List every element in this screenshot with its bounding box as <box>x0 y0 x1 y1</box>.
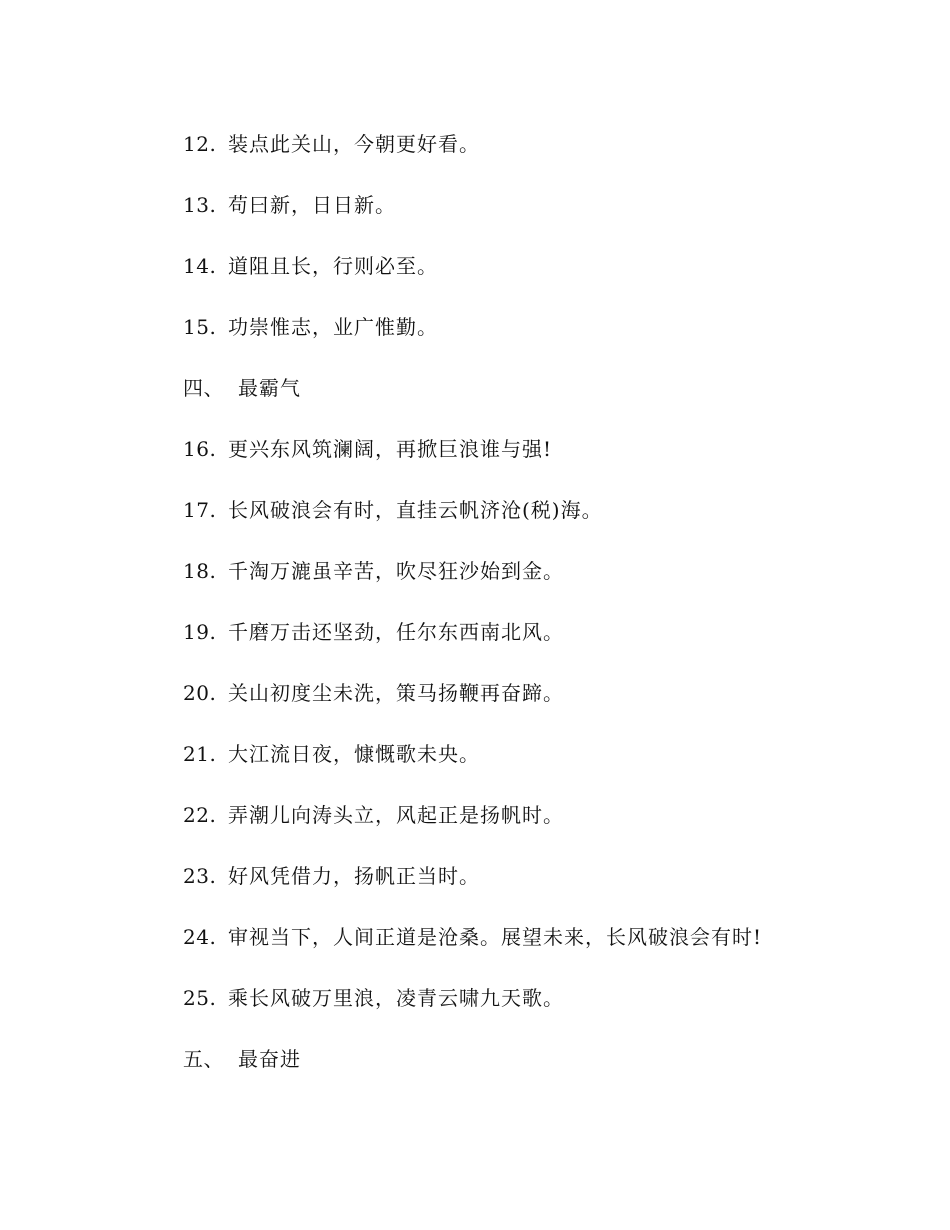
list-item <box>183 249 762 310</box>
list-item <box>183 859 762 920</box>
item-number: 16. <box>183 437 217 461</box>
item-number: 23. <box>183 864 217 888</box>
section-heading <box>183 1042 762 1103</box>
list-item <box>183 676 762 737</box>
item-text: 更兴东风筑澜阔，再掀巨浪谁与强! <box>228 437 553 461</box>
list-item <box>183 798 762 859</box>
section-title: 最霸气 <box>238 376 301 400</box>
item-text: 千磨万击还坚劲，任尔东西南北风。 <box>228 620 564 644</box>
item-number: 12. <box>183 132 217 156</box>
list-item <box>183 493 762 554</box>
list-item <box>183 737 762 798</box>
section-number: 四、 <box>183 376 224 400</box>
item-text: 千淘万漉虽辛苦，吹尽狂沙始到金。 <box>228 559 564 583</box>
item-text: 关山初度尘未洗，策马扬鞭再奋蹄。 <box>228 681 564 705</box>
item-number: 17. <box>183 498 217 522</box>
item-text: 功崇惟志，业广惟勤。 <box>228 315 438 339</box>
item-text: 装点此关山，今朝更好看。 <box>228 132 480 156</box>
item-text: 大江流日夜，慷慨歌未央。 <box>228 742 480 766</box>
item-number: 25. <box>183 986 217 1010</box>
item-number: 20. <box>183 681 217 705</box>
item-text: 长风破浪会有时，直挂云帆济沧(税)海。 <box>228 498 603 522</box>
quote-list <box>183 127 762 1103</box>
item-number: 19. <box>183 620 217 644</box>
item-number: 14. <box>183 254 217 278</box>
item-text: 乘长风破万里浪，凌青云啸九天歌。 <box>228 986 564 1010</box>
item-text: 弄潮儿向涛头立，风起正是扬帆时。 <box>228 803 564 827</box>
item-number: 24. <box>183 925 217 949</box>
section-title: 最奋进 <box>238 1047 301 1071</box>
list-item <box>183 188 762 249</box>
item-text: 道阻且长，行则必至。 <box>228 254 438 278</box>
list-item <box>183 127 762 188</box>
list-item <box>183 615 762 676</box>
list-item <box>183 920 762 981</box>
list-item <box>183 432 762 493</box>
item-number: 18. <box>183 559 217 583</box>
item-number: 22. <box>183 803 217 827</box>
item-number: 13. <box>183 193 217 217</box>
item-number: 21. <box>183 742 217 766</box>
list-item <box>183 554 762 615</box>
list-item <box>183 310 762 371</box>
item-text: 苟曰新，日日新。 <box>228 193 396 217</box>
item-text: 审视当下，人间正道是沧桑。展望未来，长风破浪会有时! <box>228 925 763 949</box>
item-text: 好风凭借力，扬帆正当时。 <box>228 864 480 888</box>
item-number: 15. <box>183 315 217 339</box>
section-number: 五、 <box>183 1047 224 1071</box>
list-item <box>183 981 762 1042</box>
section-heading <box>183 371 762 432</box>
